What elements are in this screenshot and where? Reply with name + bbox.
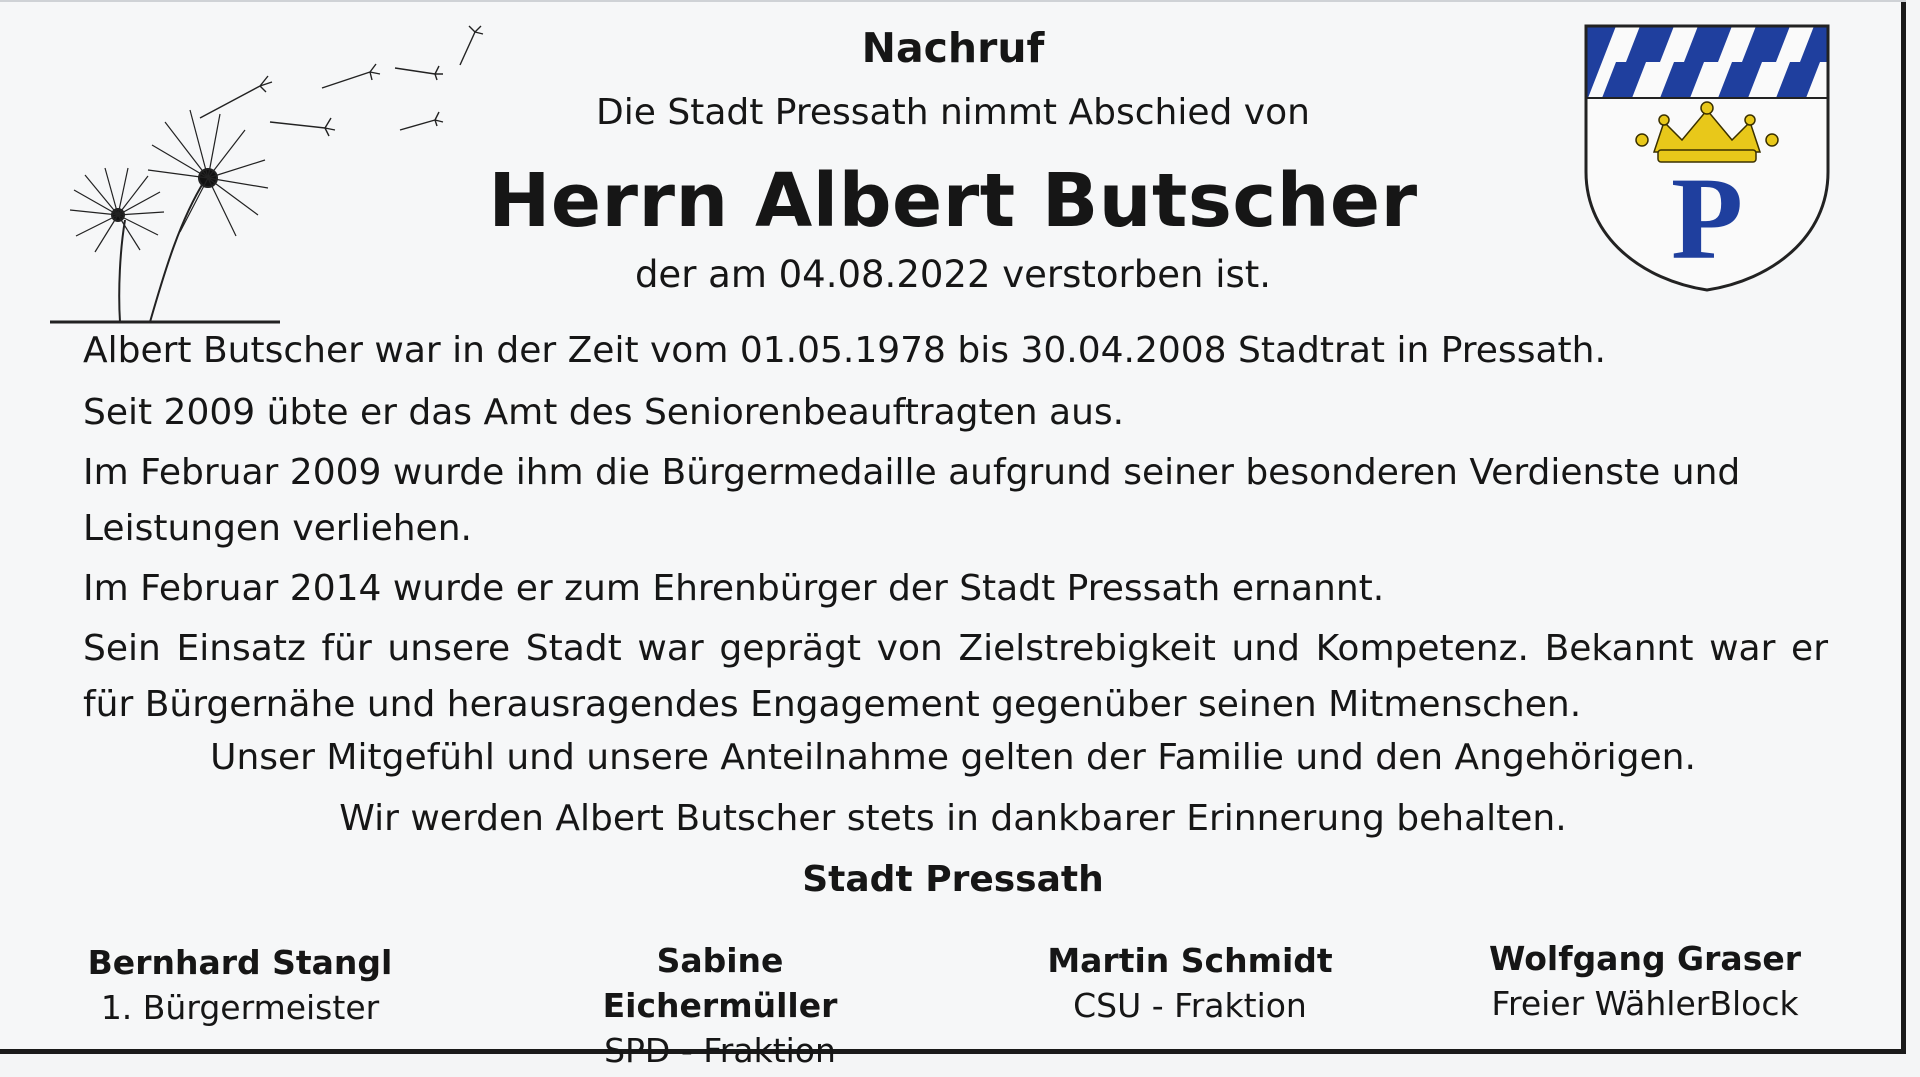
remembrance-line: Wir werden Albert Butscher stets in dankbarer Erinnerung behalten.: [339, 798, 1567, 839]
crest-letter: P: [1670, 153, 1744, 284]
paragraph-engagement: Sein Einsatz für unsere Stadt war geprägt von Zielstrebigkeit und Kompetenz. Bekannt war er für Bürgernähe und herausragendes Engagement gegenüber seinen Mitmenschen.: [83, 628, 1828, 725]
paragraph-medal: Im Februar 2009 wurde ihm die Bürgermedaille aufgrund seiner besonderen Verdienste und Leistungen verliehen.: [83, 452, 1741, 549]
signatory-block: [540, 938, 900, 1073]
paragraph-council: Albert Butscher war in der Zeit vom 01.05.1978 bis 30.04.2008 Stadtrat in Pressath.: [83, 330, 1606, 371]
signatory-block: [1040, 938, 1340, 1028]
signatory-name: Martin Schmidt: [1047, 941, 1333, 980]
signatory-role: CSU - Fraktion: [1073, 986, 1307, 1025]
signatory-role: Freier WählerBlock: [1491, 984, 1799, 1023]
signatory-name: Sabine Eichermüller: [602, 941, 838, 1025]
signatory-block: [1480, 936, 1810, 1026]
paragraph-honorary-citizen: Im Februar 2014 wurde er zum Ehrenbürger der Stadt Pressath ernannt.: [83, 568, 1385, 609]
signatory-role: SPD - Fraktion: [604, 1031, 836, 1070]
death-date-line: der am 04.08.2022 verstorben ist.: [634, 253, 1272, 296]
top-edge: [0, 0, 1906, 2]
notice-intro: Die Stadt Pressath nimmt Abschied von: [596, 92, 1310, 133]
condolence-line: Unser Mitgefühl und unsere Anteilnahme gelten der Familie und den Angehörigen.: [210, 737, 1696, 778]
signatory-name: Wolfgang Graser: [1489, 939, 1801, 978]
signatory-role: 1. Bürgermeister: [100, 988, 380, 1027]
signatory-name: Bernhard Stangl: [87, 943, 393, 982]
notice-title: Nachruf: [861, 24, 1045, 72]
city-signoff: Stadt Pressath: [802, 859, 1104, 900]
deceased-name: Herrn Albert Butscher: [488, 158, 1418, 244]
paragraph-senior-office: Seit 2009 übte er das Amt des Seniorenbeauftragten aus.: [83, 392, 1125, 433]
signatory-block: [80, 940, 400, 1030]
